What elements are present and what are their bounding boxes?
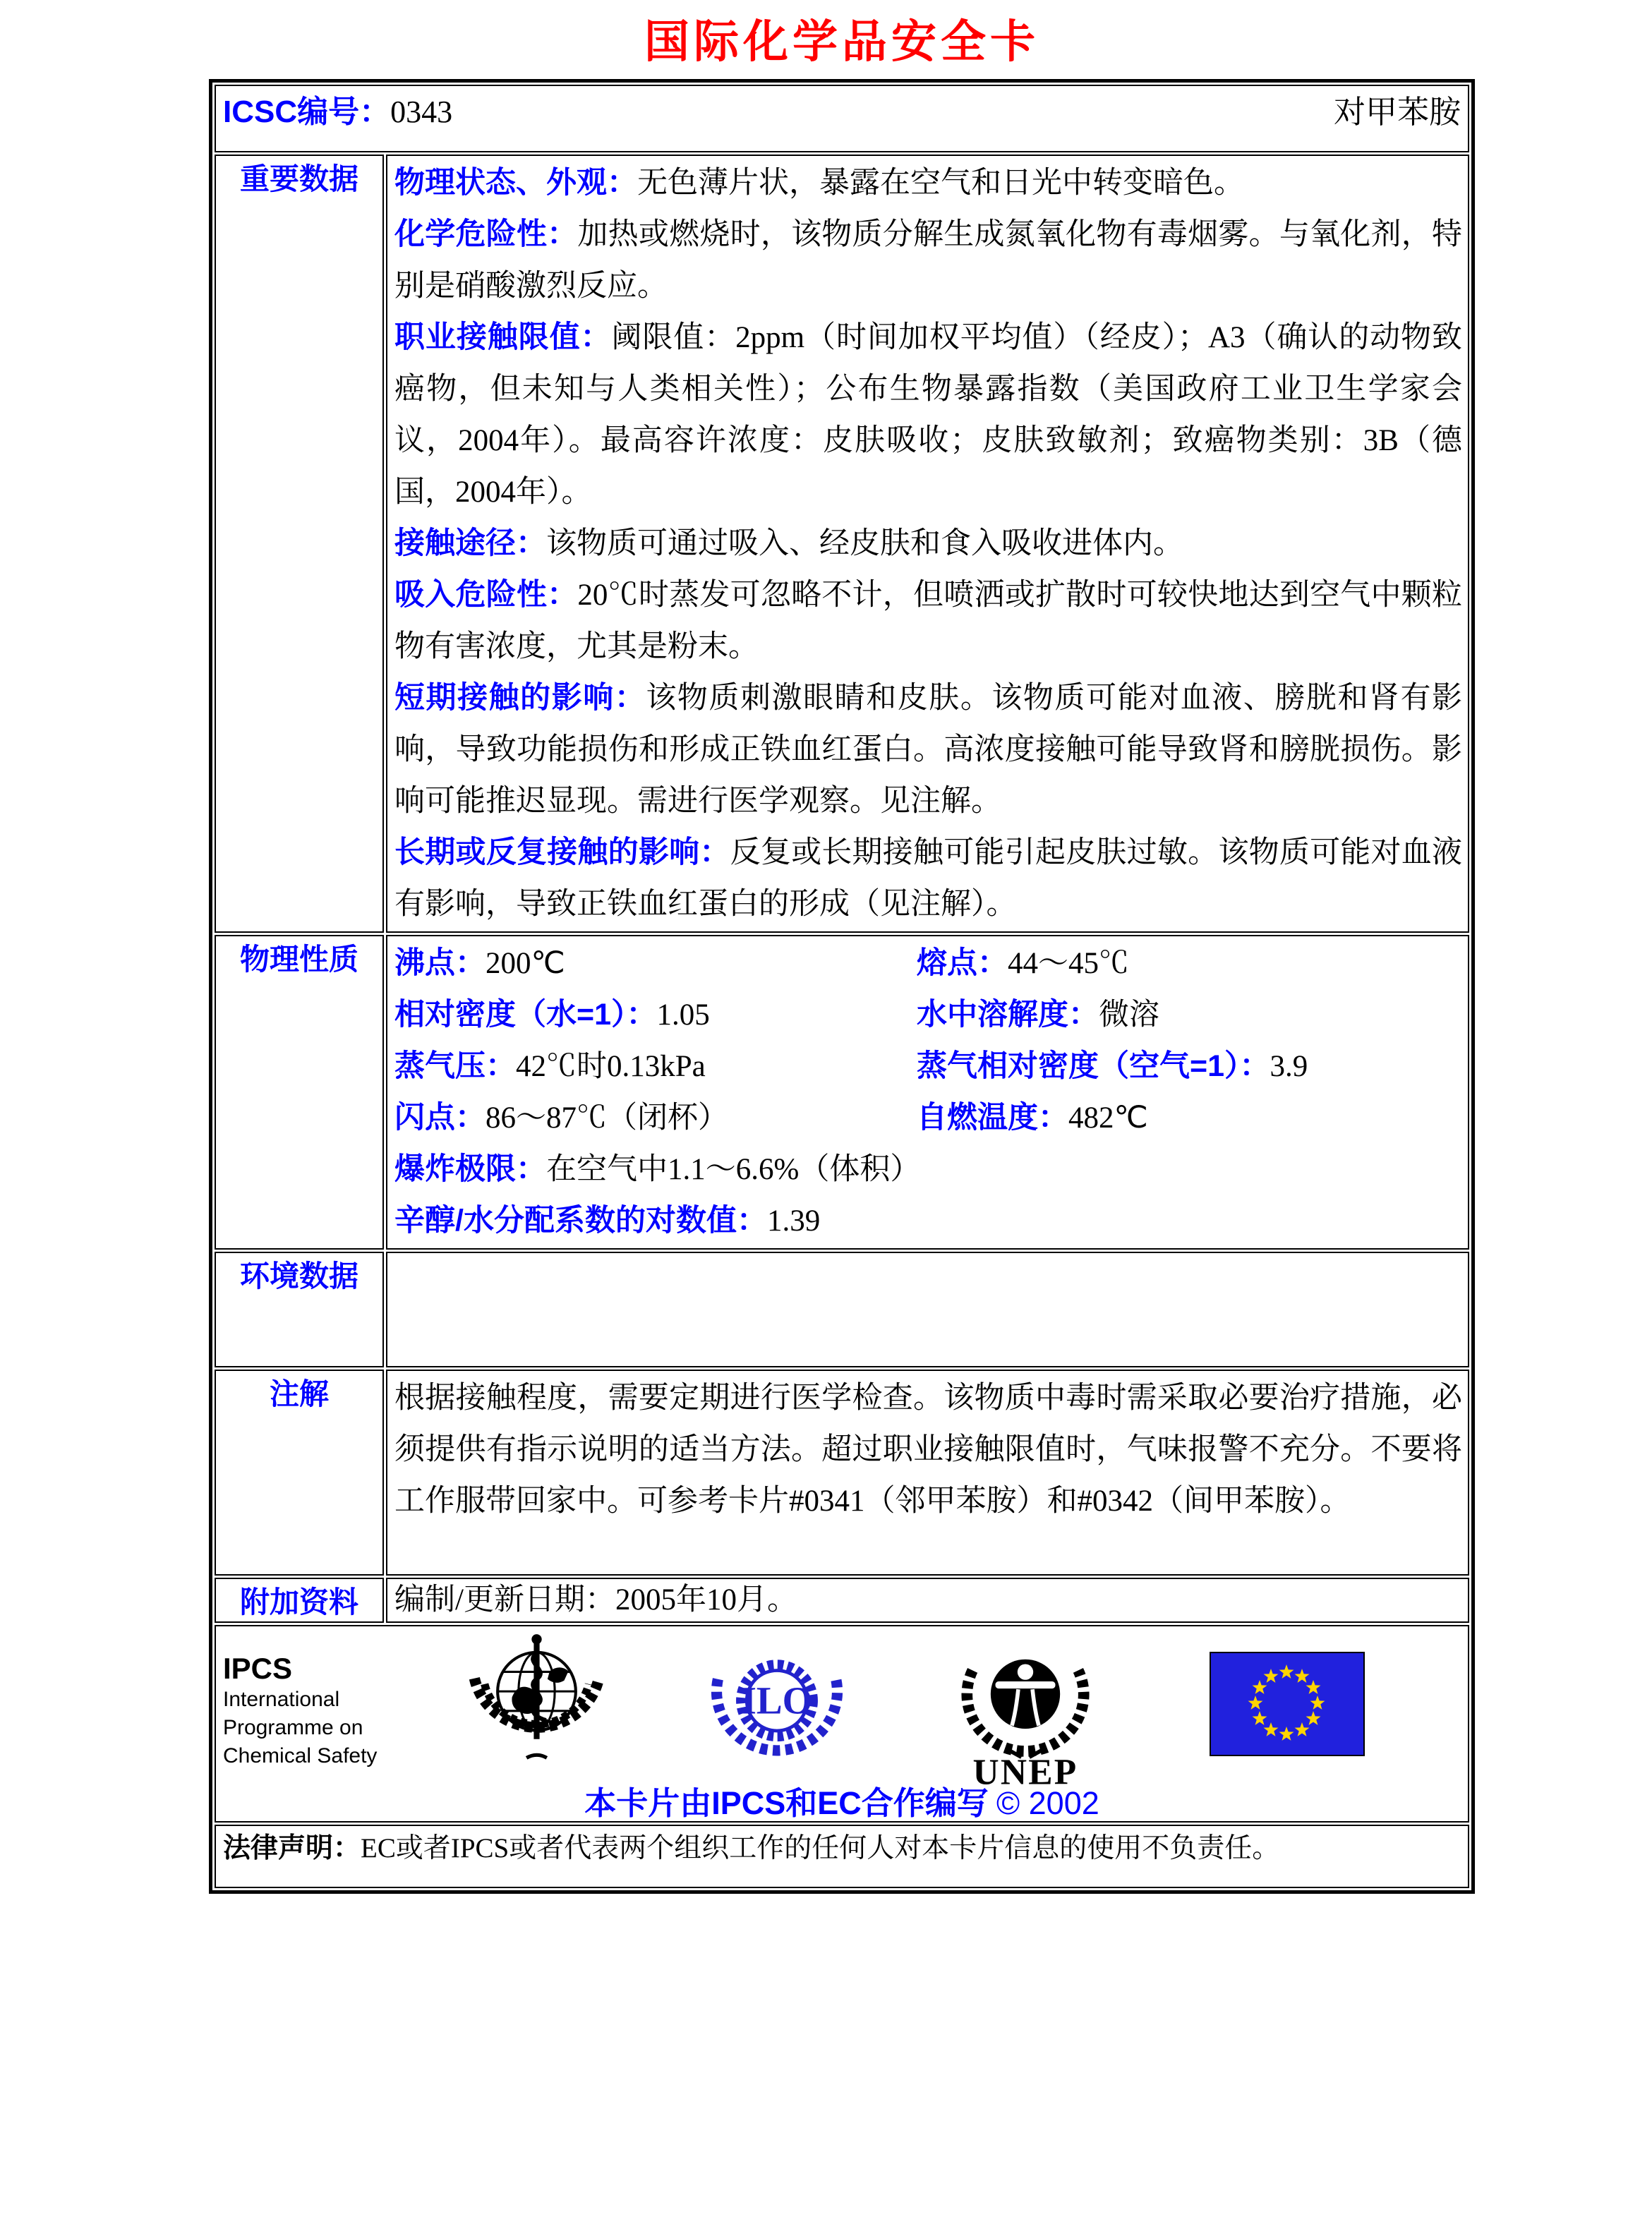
important-item — [394, 827, 1462, 930]
ipcs-name: IPCS — [223, 1652, 293, 1685]
property-label: 沸点： — [394, 946, 486, 980]
property-label: 水中溶解度： — [917, 998, 1099, 1032]
property-label: 熔点： — [917, 946, 1008, 980]
chemical-name: 对甲苯胺 — [1333, 95, 1461, 130]
logos-row — [215, 1625, 1469, 1823]
icsc-table — [209, 79, 1475, 1894]
property — [917, 938, 1462, 989]
physical-properties-content — [386, 935, 1469, 1250]
unep-letters: UNEP — [972, 1752, 1078, 1791]
property-value: 86～87℃（闭杯） — [486, 1101, 728, 1135]
important-data-row — [215, 155, 1469, 933]
ipcs-line3: Chemical Safety — [223, 1744, 378, 1767]
property-value: 微溶 — [1099, 998, 1159, 1032]
field-text: 加热或燃烧时，该物质分解生成氮氧化物有毒烟雾。与氧化剂，特别是硝酸激烈反应。 — [394, 218, 1463, 303]
eu-flag-icon — [1210, 1652, 1365, 1756]
property-value: 482℃ — [1068, 1101, 1148, 1135]
logo-strip — [216, 1626, 1468, 1821]
header-cell — [215, 85, 1469, 152]
header-row — [215, 85, 1469, 152]
property — [394, 989, 917, 1041]
ipcs-line2: Programme on — [223, 1716, 363, 1739]
who-emblem-icon — [464, 1631, 609, 1775]
field-label: 长期或反复接触的影响： — [394, 835, 730, 869]
notes-content: 根据接触程度，需要定期进行医学检查。该物质中毒时需采取必要治疗措施，必须提供有指示说明的适当方法。超过职业接触限值时，气味报警不充分。不要将工作服带回家中。可参考卡片#0341（邻甲苯胺）和#0342（间甲苯胺）。 — [386, 1370, 1469, 1576]
field-label: 化学危险性： — [394, 217, 578, 251]
field-text: 无色薄片状，暴露在空气和日光中转变暗色。 — [637, 167, 1244, 200]
property — [394, 1041, 917, 1092]
byline-text: 本卡片由IPCS和EC合作编写 — [584, 1785, 989, 1821]
additional-info-content — [386, 1578, 1469, 1623]
byline — [216, 1777, 1468, 1823]
property — [394, 1144, 1462, 1195]
field-label: 吸入危险性： — [394, 578, 578, 612]
property-value: 在空气中1.1～6.6%（体积） — [546, 1153, 921, 1186]
icsc-number-label: ICSC编号： — [223, 95, 391, 129]
property-label: 蒸气相对密度（空气=1）： — [917, 1049, 1270, 1083]
section-label-important: 重要数据 — [215, 155, 384, 933]
property-label: 闪点： — [394, 1101, 486, 1135]
environment-data-row — [215, 1252, 1469, 1367]
legal-row — [215, 1825, 1469, 1888]
physical-properties-grid — [394, 938, 1462, 1247]
section-label-environment: 环境数据 — [215, 1252, 384, 1367]
field-label: 职业接触限值： — [394, 320, 612, 354]
legal-text: EC或者IPCS或者代表两个组织工作的任何人对本卡片信息的使用不负责任。 — [361, 1833, 1280, 1863]
icsc-number-group — [223, 86, 452, 131]
property-label: 蒸气压： — [394, 1049, 516, 1083]
field-text: 反复或长期接触可能引起皮肤过敏。该物质可能对血液有影响，导致正铁血红蛋白的形成（见注解）。 — [394, 836, 1463, 921]
field-text: 阈限值：2ppm（时间加权平均值）（经皮）；A3（确认的动物致癌物，但未知与人类相关性）；公布生物暴露指数（美国政府工业卫生学家会议，2004年）。最高容许浓度：皮肤吸收；皮肤致敏剂；致癌物类别：3B（德国，2004年）。 — [394, 321, 1462, 509]
field-text: 该物质刺激眼睛和皮肤。该物质可能对血液、膀胱和肾有影响，导致功能损伤和形成正铁血红蛋白。高浓度接触可能导致肾和膀胱损伤。影响可能推迟显现。需进行医学观察。见注解。 — [394, 682, 1463, 818]
property-label: 相对密度（水=1）： — [394, 998, 657, 1032]
property — [917, 1041, 1462, 1092]
important-item — [394, 157, 1462, 209]
field-label: 接触途径： — [394, 526, 546, 560]
property — [394, 1195, 1462, 1247]
property-value: 44～45℃ — [1008, 947, 1129, 980]
ilo-emblem-icon — [710, 1636, 844, 1770]
byline-year: © 2002 — [996, 1785, 1099, 1821]
property — [394, 938, 917, 989]
field-text: 20℃时蒸发可忽略不计，但喷洒或扩散时可较快地达到空气中颗粒物有害浓度，尤其是粉末。 — [394, 579, 1463, 663]
field-label: 物理状态、外观： — [394, 166, 637, 200]
property-value: 200℃ — [486, 947, 565, 980]
unep-emblem-icon — [958, 1632, 1092, 1791]
physical-properties-row — [215, 935, 1469, 1250]
important-item — [394, 672, 1462, 827]
environment-data-content — [386, 1252, 1469, 1367]
section-label-additional: 附加资料 — [215, 1578, 384, 1623]
important-item — [394, 569, 1462, 672]
important-item — [394, 312, 1462, 518]
logos-cell — [215, 1625, 1469, 1823]
important-item — [394, 209, 1462, 312]
ipcs-line1: International — [223, 1688, 340, 1711]
legal-cell — [215, 1825, 1469, 1888]
section-label-notes: 注解 — [215, 1370, 384, 1576]
additional-info-row — [215, 1578, 1469, 1623]
section-label-physical: 物理性质 — [215, 935, 384, 1250]
property — [394, 1092, 917, 1144]
property-value: 3.9 — [1270, 1050, 1308, 1083]
important-data-content — [386, 155, 1469, 933]
property-label: 辛醇/水分配系数的对数值： — [394, 1204, 767, 1238]
property-label: 自燃温度： — [917, 1101, 1068, 1135]
property-value: 1.39 — [766, 1204, 821, 1238]
property-value: 1.05 — [656, 998, 710, 1032]
icsc-number-value: 0343 — [390, 95, 453, 129]
field-label: 短期接触的影响： — [394, 681, 646, 715]
property-label: 爆炸极限： — [394, 1152, 546, 1186]
field-text: 该物质可通过吸入、经皮肤和食入吸收进体内。 — [546, 527, 1183, 560]
property — [917, 1092, 1462, 1144]
page-title: 国际化学品安全卡 — [644, 17, 1039, 67]
notes-row — [215, 1370, 1469, 1576]
ipcs-text-block — [223, 1652, 377, 1770]
important-item — [394, 518, 1462, 569]
ilo-letters: ILO — [741, 1679, 813, 1722]
update-date-text: 编制/更新日期：2005年10月。 — [394, 1583, 797, 1616]
legal-label: 法律声明： — [223, 1833, 361, 1863]
property-value: 42℃时0.13kPa — [516, 1050, 706, 1083]
property — [917, 989, 1462, 1041]
